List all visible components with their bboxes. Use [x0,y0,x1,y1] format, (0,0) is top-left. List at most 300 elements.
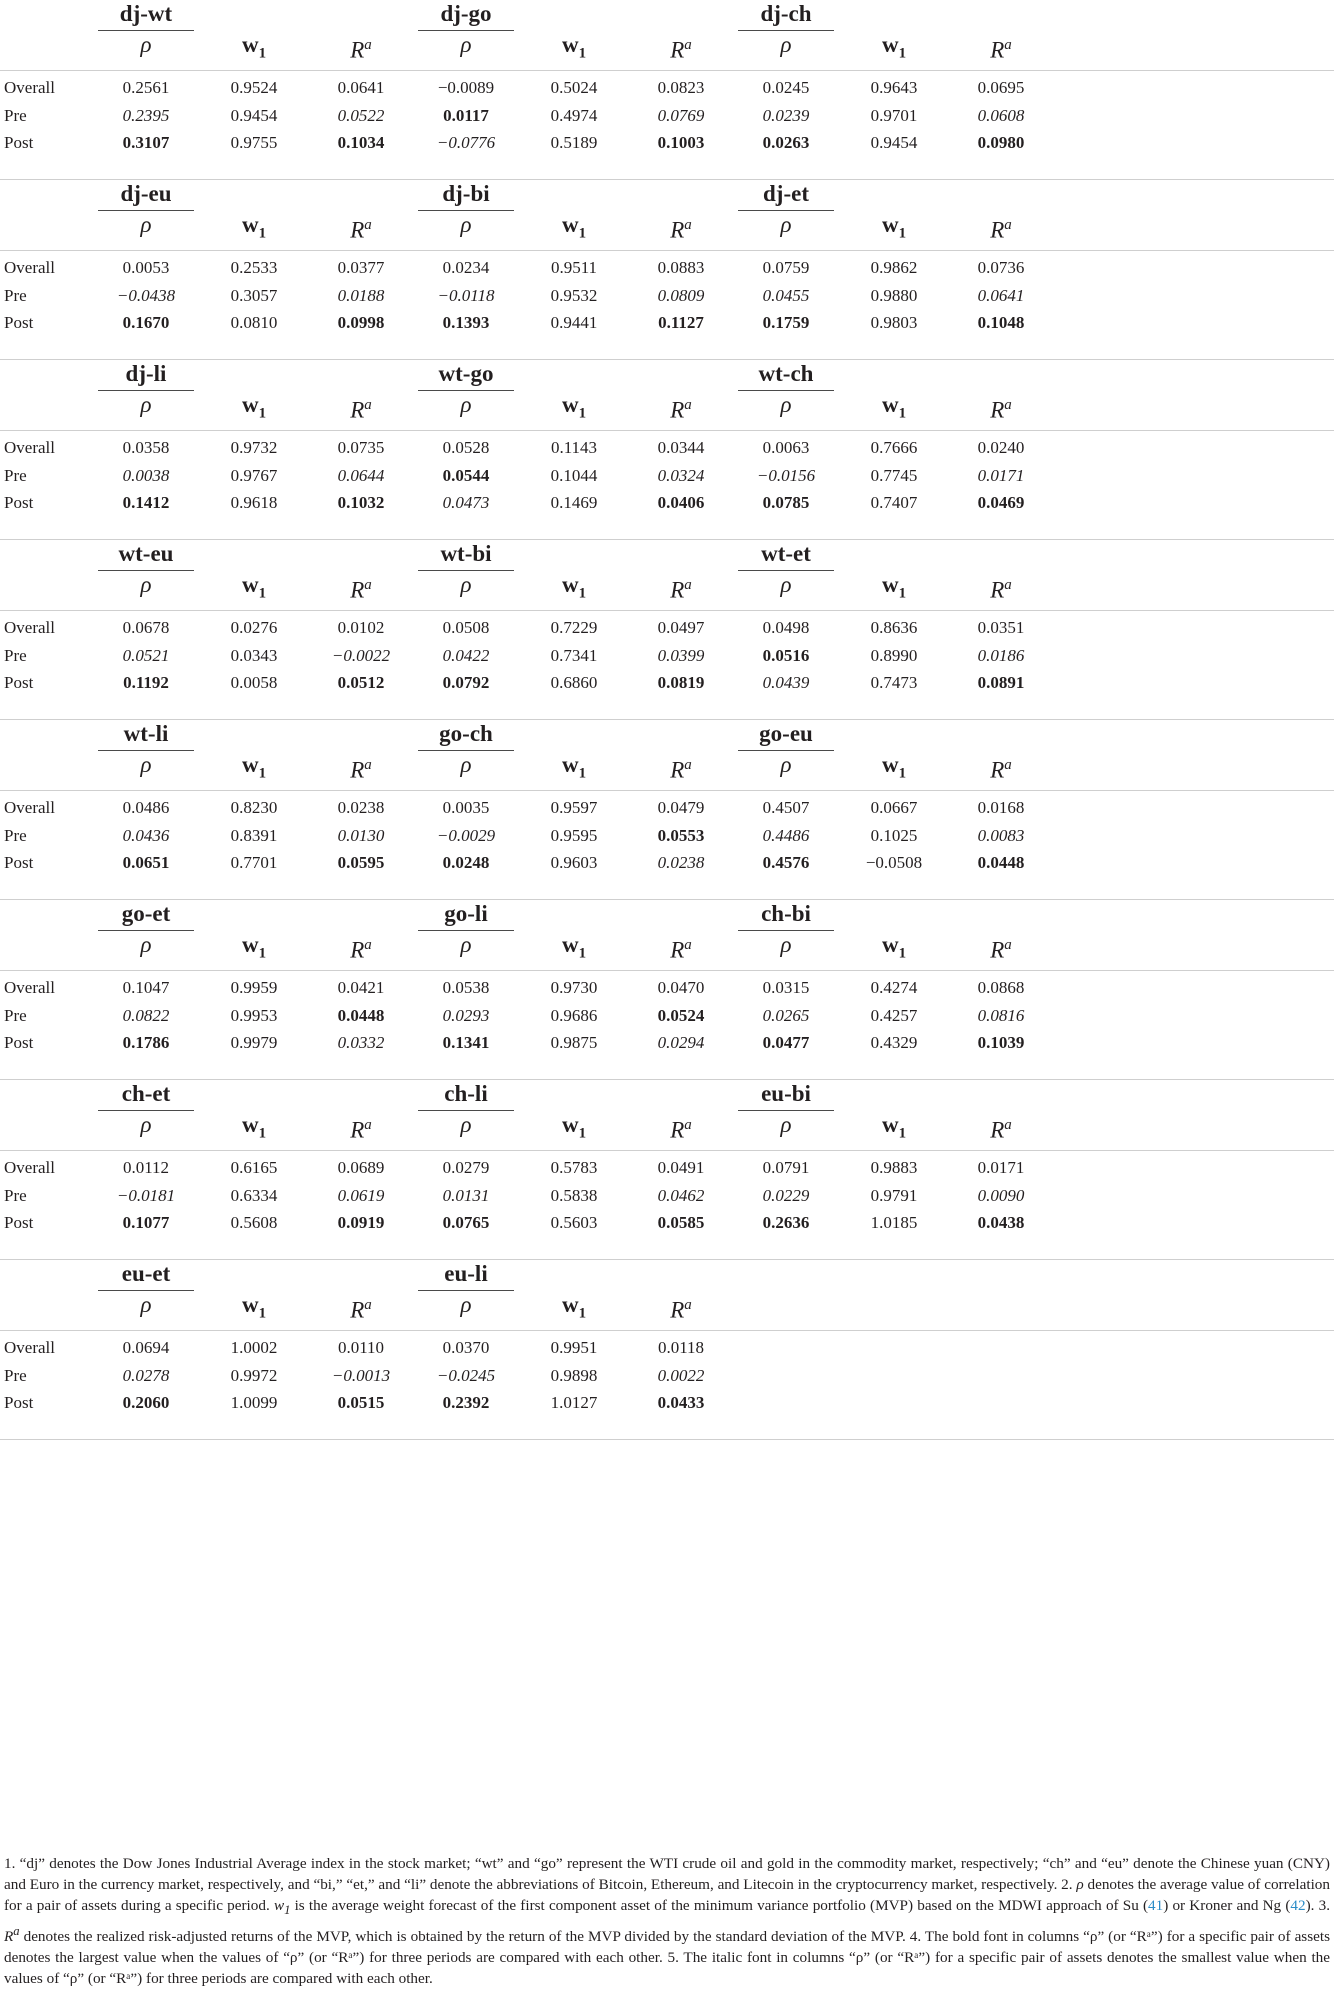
header-divider [0,250,1334,251]
table-block [0,1080,1334,1260]
table-cell: 0.0265 [762,1006,810,1025]
asset-pair-label: go-ch [439,721,493,746]
asset-pair-label: dj-ch [760,1,812,26]
citation-link-41[interactable]: 41 [1148,1897,1164,1914]
header-rho: ρ [140,752,152,777]
table-cell: 0.0823 [657,78,705,97]
header-r-sup: a [1004,217,1012,233]
table-cell: −0.0013 [331,1366,391,1385]
table-cell: 0.0521 [122,646,170,665]
table-cell: 0.0868 [977,978,1025,997]
header-w: w [241,1112,259,1137]
table-cell: 0.0486 [122,798,170,817]
table-cell: 0.9686 [550,1006,598,1025]
header-w: w [881,752,899,777]
table-cell: 0.9730 [550,978,598,997]
table-cell: 0.1192 [123,673,169,692]
header-r: R [990,937,1005,963]
table-cell: 0.0695 [977,78,1025,97]
header-ra [301,30,421,66]
row-label: Pre [4,826,27,845]
table-cell: 0.1025 [870,826,918,845]
header-divider [0,1150,1334,1151]
table-cell: 0.0448 [977,853,1025,872]
table-cell: 0.0171 [977,466,1025,485]
table-cell: 0.9701 [870,106,918,125]
table-cell: 0.0473 [442,493,490,512]
table-cell: 0.0035 [442,798,490,817]
header-r-sup: a [364,1117,372,1133]
table-cell: 0.0433 [657,1393,705,1412]
header-w: w [881,932,899,957]
header-w-sub: 1 [258,585,267,602]
table-cell: 0.1044 [550,466,598,485]
citation-link-42[interactable]: 42 [1290,1897,1306,1914]
table-footnote [4,1853,1330,1989]
table-cell: 0.8230 [230,798,278,817]
header-w-sub: 1 [898,945,907,962]
header-w-sub: 1 [898,765,907,782]
row-label: Overall [4,618,55,637]
table-cell: 0.0315 [762,978,810,997]
table-cell: 0.1759 [762,313,810,332]
table-cell: 0.0498 [762,618,810,637]
header-r: R [350,577,365,603]
row-label: Post [4,133,34,152]
header-rho: ρ [780,392,792,417]
table-cell: 0.0229 [762,1186,810,1205]
table-cell: 0.0351 [977,618,1025,637]
table-cell: 0.6334 [230,1186,278,1205]
header-w-sub: 1 [898,405,907,422]
table-cell: 0.2533 [230,258,278,277]
table-cell: 0.5189 [550,133,598,152]
table-cell: 0.4329 [870,1033,918,1052]
header-w1 [834,210,954,249]
header-r-sup: a [364,1297,372,1313]
table-cell: 0.0689 [337,1158,385,1177]
table-cell: −0.0118 [437,286,495,305]
table-cell: 0.5608 [230,1213,278,1232]
header-r: R [350,37,365,63]
header-w1 [514,30,634,69]
row-label: Post [4,313,34,332]
header-divider [0,610,1334,611]
table-cell: 0.5838 [550,1186,598,1205]
table-cell: 0.1034 [337,133,385,152]
header-r: R [670,1297,685,1323]
table-cell: 0.0544 [442,466,490,485]
row-label: Post [4,1393,34,1412]
header-w1 [834,30,954,69]
table-cell: 0.0439 [762,673,810,692]
header-r: R [990,217,1005,243]
header-ra [941,390,1061,426]
header-w: w [241,392,259,417]
header-w: w [561,572,579,597]
table-cell: 0.0641 [977,286,1025,305]
row-label: Pre [4,1006,27,1025]
table-cell: −0.0181 [116,1186,176,1205]
asset-pair-label: wt-go [438,361,494,386]
table-cell: 0.0641 [337,78,385,97]
header-w1 [514,570,634,609]
header-w-sub: 1 [258,225,267,242]
row-label: Pre [4,466,27,485]
table-cell: 0.0239 [762,106,810,125]
table-cell: 0.0293 [442,1006,490,1025]
asset-pair-label: wt-ch [758,361,814,386]
header-w: w [241,932,259,957]
table-block [0,360,1334,540]
table-cell: −0.0089 [437,78,495,97]
table-cell: 0.4576 [762,853,810,872]
table-cell: 0.9767 [230,466,278,485]
header-w1 [514,750,634,789]
table-cell: 0.0370 [442,1338,490,1357]
header-ra [621,1110,741,1146]
asset-pair-label: go-et [121,901,171,926]
table-cell: 0.0421 [337,978,385,997]
asset-pair-label: wt-et [761,541,811,566]
row-label: Post [4,673,34,692]
table-cell: 0.0462 [657,1186,705,1205]
header-rho: ρ [140,1112,152,1137]
header-r: R [670,1117,685,1143]
header-w1 [514,930,634,969]
table-cell: −0.0022 [331,646,391,665]
table-cell: 0.0822 [122,1006,170,1025]
table-cell: 0.9643 [870,78,918,97]
table-block [0,900,1334,1080]
table-cell: 0.9979 [230,1033,278,1052]
table-cell: 0.9618 [230,493,278,512]
table-cell: 0.0406 [657,493,705,512]
header-w1 [514,390,634,429]
header-w-sub: 1 [578,585,587,602]
header-rho: ρ [460,212,472,237]
header-w: w [561,212,579,237]
table-cell: 0.2636 [762,1213,810,1232]
row-label: Pre [4,1186,27,1205]
table-cell: 0.1786 [122,1033,170,1052]
header-ra [621,570,741,606]
header-w: w [881,32,899,57]
table-cell: 0.7473 [870,673,918,692]
table-cell: 0.0919 [337,1213,385,1232]
footnote-text-4: ) or Kroner and Ng ( [1163,1897,1291,1914]
table-cell: 0.0538 [442,978,490,997]
table-cell: 0.0279 [442,1158,490,1177]
table-cell: 0.0343 [230,646,278,665]
table-cell: 0.0112 [122,1158,170,1177]
header-ra [301,390,421,426]
table-cell: 0.0891 [977,673,1025,692]
header-r-sup: a [684,1297,692,1313]
header-w: w [561,392,579,417]
header-r-sup: a [364,937,372,953]
table-cell: 0.9898 [550,1366,598,1385]
table-cell: 0.2395 [122,106,170,125]
header-ra [941,750,1061,786]
footnote-text-2: denotes the average value of correlation for a pair of assets during a specific period. [4,1876,1330,1914]
table-cell: −0.0438 [116,286,176,305]
table-cell: 0.0438 [977,1213,1025,1232]
table-cell: 0.0248 [442,853,490,872]
table-cell: 0.7229 [550,618,598,637]
table-cell: 0.0470 [657,978,705,997]
asset-pair-label: wt-li [123,721,169,746]
table-cell: 0.4507 [762,798,810,817]
table-cell: 0.0497 [657,618,705,637]
table-cell: 0.0765 [442,1213,490,1232]
asset-pair-label: eu-et [121,1261,171,1286]
table-cell: 0.0083 [977,826,1025,845]
header-r: R [990,397,1005,423]
table-cell: 0.9603 [550,853,598,872]
asset-pair-label: dj-go [440,1,492,26]
header-r-sup: a [684,1117,692,1133]
table-cell: 0.7701 [230,853,278,872]
table-cell: 0.0819 [657,673,705,692]
table-cell: 0.0455 [762,286,810,305]
header-w: w [881,1112,899,1137]
table-cell: 0.1039 [977,1033,1025,1052]
header-r-sup: a [1004,1117,1012,1133]
table-cell: 0.9972 [230,1366,278,1385]
header-w1 [514,210,634,249]
table-cell: 0.0324 [657,466,705,485]
table-cell: 0.0980 [977,133,1025,152]
table-cell: 0.0785 [762,493,810,512]
footnote-r-sup: a [13,1924,20,1939]
table-cell: 0.0358 [122,438,170,457]
header-rho: ρ [780,572,792,597]
table-cell: 0.0063 [762,438,810,457]
table-cell: 0.9532 [550,286,598,305]
header-r-sup: a [364,397,372,413]
table-cell: 0.0276 [230,618,278,637]
header-w-sub: 1 [258,405,267,422]
header-r: R [990,757,1005,783]
table-cell: −0.0508 [865,853,923,872]
header-r: R [350,1117,365,1143]
header-r-sup: a [684,757,692,773]
footnote-text-3: is the average weight forecast of the first component asset of the minimum variance portfolio (MVP) based on the MDWI approach of Su ( [290,1897,1149,1914]
header-w: w [561,1112,579,1137]
table-cell: 0.0186 [977,646,1025,665]
header-rho: ρ [140,212,152,237]
header-r: R [350,937,365,963]
table-cell: 0.2060 [122,1393,170,1412]
asset-pair-label: wt-bi [440,541,492,566]
row-label: Post [4,1213,34,1232]
header-ra [941,1110,1061,1146]
header-r: R [350,217,365,243]
header-w: w [561,752,579,777]
table-cell: 0.9511 [550,258,598,277]
table-cell: 0.0240 [977,438,1025,457]
table-cell: 1.0185 [870,1213,918,1232]
header-w: w [241,212,259,237]
table-cell: 0.0792 [442,673,490,692]
table-cell: −0.0029 [436,826,496,845]
header-w-sub: 1 [578,1125,587,1142]
table-cell: 0.9732 [230,438,278,457]
table-cell: 0.5783 [550,1158,598,1177]
header-rho: ρ [140,932,152,957]
footnote-ra-symbol [4,1924,20,1946]
table-cell: 0.7341 [550,646,598,665]
table-block [0,540,1334,720]
header-r: R [350,757,365,783]
table-cell: 0.0522 [337,106,385,125]
header-w-sub: 1 [898,225,907,242]
table-cell: 0.1032 [337,493,385,512]
header-ra [301,750,421,786]
header-w-sub: 1 [578,405,587,422]
header-w-sub: 1 [578,225,587,242]
table-cell: 0.0678 [122,618,170,637]
footnote-text-1: 1. “dj” denotes the Dow Jones Industrial Average index in the stock market; “wt” and “go” represent the WTI crude oil and gold in the commodity market, respectively; “ch” and “eu” denote the Chinese yuan (CNY) and Euro in the currency market, respectively, and “bi,” “et,” and “li” denote the abbreviations of Bitcoin, Ethereum, and Litecoin in the cryptocurrency market, respectively. 2. [4,1855,1330,1893]
header-ra [941,930,1061,966]
asset-pair-label: dj-li [125,361,167,386]
asset-pair-label: eu-bi [761,1081,811,1106]
table-cell: 0.0436 [122,826,170,845]
header-w-sub: 1 [258,765,267,782]
table-cell: 0.0508 [442,618,490,637]
table-cell: 0.4974 [550,106,598,125]
header-divider [0,70,1334,71]
table-cell: 0.0238 [337,798,385,817]
header-r: R [670,577,685,603]
table-cell: 0.1670 [122,313,170,332]
header-r-sup: a [1004,577,1012,593]
asset-pair-label: go-li [444,901,488,926]
table-cell: 0.0769 [657,106,705,125]
table-cell: 0.0491 [657,1158,705,1177]
table-cell: 0.0619 [337,1186,385,1205]
header-w: w [881,572,899,597]
table-cell: 0.0469 [977,493,1025,512]
header-w-sub: 1 [258,1125,267,1142]
header-w-sub: 1 [258,45,267,62]
table-cell: 0.5024 [550,78,598,97]
header-rho: ρ [780,32,792,57]
asset-pair-label: dj-bi [442,181,490,206]
table-cell: 0.5603 [550,1213,598,1232]
table-cell: 0.0344 [657,438,705,457]
table-cell: 0.0998 [337,313,385,332]
table-cell: 0.0332 [337,1033,385,1052]
table-cell: 0.9441 [550,313,598,332]
table-cell: 0.1393 [442,313,490,332]
footnote-r: R [4,1928,14,1946]
table-cell: 0.1127 [658,313,704,332]
asset-pair-label: go-eu [759,721,813,746]
header-r-sup: a [684,397,692,413]
footnote-w-sub: 1 [284,1903,291,1918]
table-cell: 0.6165 [230,1158,278,1177]
table-cell: 0.0816 [977,1006,1025,1025]
table-cell: 0.9883 [870,1158,918,1177]
row-label: Overall [4,798,55,817]
row-label: Pre [4,286,27,305]
table-cell: 0.0377 [337,258,385,277]
header-rho: ρ [140,1292,152,1317]
header-r-sup: a [364,577,372,593]
header-rho: ρ [460,572,472,597]
table-cell: 0.9880 [870,286,918,305]
header-w1 [514,1110,634,1149]
header-w1 [194,390,314,429]
table-cell: 0.0810 [230,313,278,332]
header-r-sup: a [684,37,692,53]
header-r: R [990,577,1005,603]
footnote-w-symbol [273,1897,291,1918]
header-r-sup: a [1004,397,1012,413]
table-cell: 0.1143 [550,438,598,457]
table-cell: 0.9951 [550,1338,598,1357]
header-r-sup: a [1004,37,1012,53]
row-label: Pre [4,646,27,665]
header-w: w [561,932,579,957]
header-w1 [194,750,314,789]
row-label: Post [4,493,34,512]
header-w1 [514,1290,634,1329]
header-divider [0,1330,1334,1331]
table-cell: 0.0553 [657,826,705,845]
table-cell: 0.0234 [442,258,490,277]
table-cell: 0.0117 [443,106,489,125]
asset-pair-label: dj-et [763,181,809,206]
header-r: R [990,1117,1005,1143]
table-cell: 0.9755 [230,133,278,152]
header-ra [621,930,741,966]
header-r: R [350,397,365,423]
header-w-sub: 1 [578,765,587,782]
header-rho: ρ [460,1292,472,1317]
header-ra [621,1290,741,1326]
table-cell: 0.9595 [550,826,598,845]
header-w-sub: 1 [898,45,907,62]
table-cell: 0.7407 [870,493,918,512]
table-cell: 1.0127 [550,1393,598,1412]
table-cell: 0.0644 [337,466,385,485]
table-cell: 0.9875 [550,1033,598,1052]
header-w1 [194,30,314,69]
table-cell: 1.0099 [230,1393,278,1412]
asset-pair-label: ch-bi [761,901,811,926]
header-rho: ρ [780,932,792,957]
header-r: R [670,217,685,243]
table-cell: 0.0759 [762,258,810,277]
footnote-rho-symbol: ρ [1076,1876,1084,1893]
header-w-sub: 1 [578,945,587,962]
header-w1 [194,930,314,969]
row-label: Overall [4,258,55,277]
row-label: Overall [4,438,55,457]
header-w: w [241,1292,259,1317]
table-cell: 0.0131 [442,1186,490,1205]
table-cell: 0.0294 [657,1033,705,1052]
header-r-sup: a [364,217,372,233]
header-ra [621,750,741,786]
header-w-sub: 1 [258,945,267,962]
table-cell: 0.0736 [977,258,1025,277]
header-ra [301,1290,421,1326]
table-cell: 0.8391 [230,826,278,845]
